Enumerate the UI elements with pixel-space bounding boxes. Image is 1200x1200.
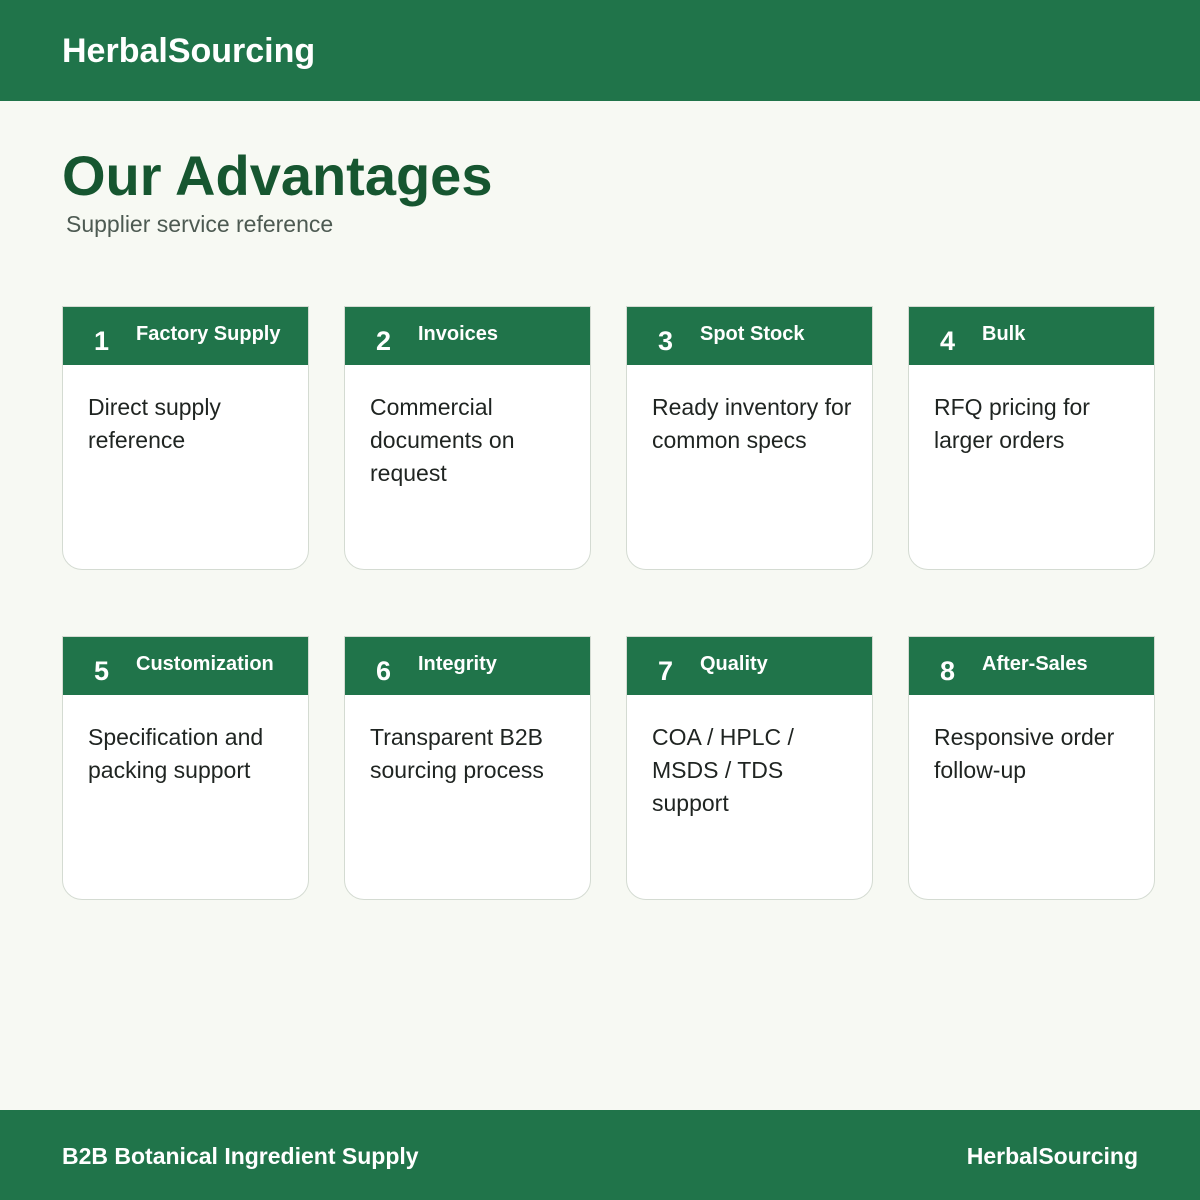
advantage-card-invoices <box>344 306 591 570</box>
card-header <box>626 636 873 695</box>
card-header <box>908 306 1155 365</box>
card-description: Commercial documents on request <box>370 394 515 486</box>
card-title: After-Sales <box>982 653 1088 675</box>
page-subtitle: Supplier service reference <box>66 211 334 237</box>
advantage-card-after-sales <box>908 636 1155 900</box>
card-title: Quality <box>700 653 768 675</box>
advantage-card-spot-stock <box>626 306 873 570</box>
card-title: Bulk <box>982 323 1026 345</box>
card-number: 5 <box>94 656 110 686</box>
page-title: Our Advantages <box>62 144 493 207</box>
card-title: Customization <box>136 653 274 675</box>
card-header <box>344 306 591 365</box>
card-title: Integrity <box>418 653 497 675</box>
footer-brand[interactable]: HerbalSourcing <box>966 1143 1138 1169</box>
card-number: 6 <box>376 656 392 686</box>
card-title: Invoices <box>418 323 499 345</box>
card-description: Ready inventory for common specs <box>652 394 852 453</box>
card-description: Responsive order follow-up <box>934 724 1115 783</box>
card-description: Specification and packing support <box>88 724 264 783</box>
advantage-card-customization <box>62 636 309 900</box>
card-header <box>908 636 1155 695</box>
advantage-card-factory-supply <box>62 306 309 570</box>
card-number: 7 <box>658 656 674 686</box>
card-number: 1 <box>94 326 110 356</box>
card-header <box>62 636 309 695</box>
card-header <box>344 636 591 695</box>
footer-bar <box>0 1110 1200 1200</box>
card-number: 8 <box>940 656 956 686</box>
card-number: 3 <box>658 326 674 356</box>
advantage-card-quality <box>626 636 873 900</box>
card-title: Spot Stock <box>700 323 805 345</box>
card-description: Transparent B2B sourcing process <box>370 724 544 783</box>
card-number: 4 <box>940 326 956 356</box>
footer-tagline: B2B Botanical Ingredient Supply <box>62 1143 419 1169</box>
advantage-card-integrity <box>344 636 591 900</box>
card-number: 2 <box>376 326 392 356</box>
card-title: Factory Supply <box>136 323 281 345</box>
advantage-card-bulk <box>908 306 1155 570</box>
card-description: COA / HPLC / MSDS / TDS support <box>652 724 794 816</box>
card-description: Direct supply reference <box>88 394 221 453</box>
card-description: RFQ pricing for larger orders <box>934 394 1090 453</box>
brand-logo[interactable]: HerbalSourcing <box>62 32 316 70</box>
card-header <box>62 306 309 365</box>
top-header <box>0 0 1200 101</box>
card-header <box>626 306 873 365</box>
